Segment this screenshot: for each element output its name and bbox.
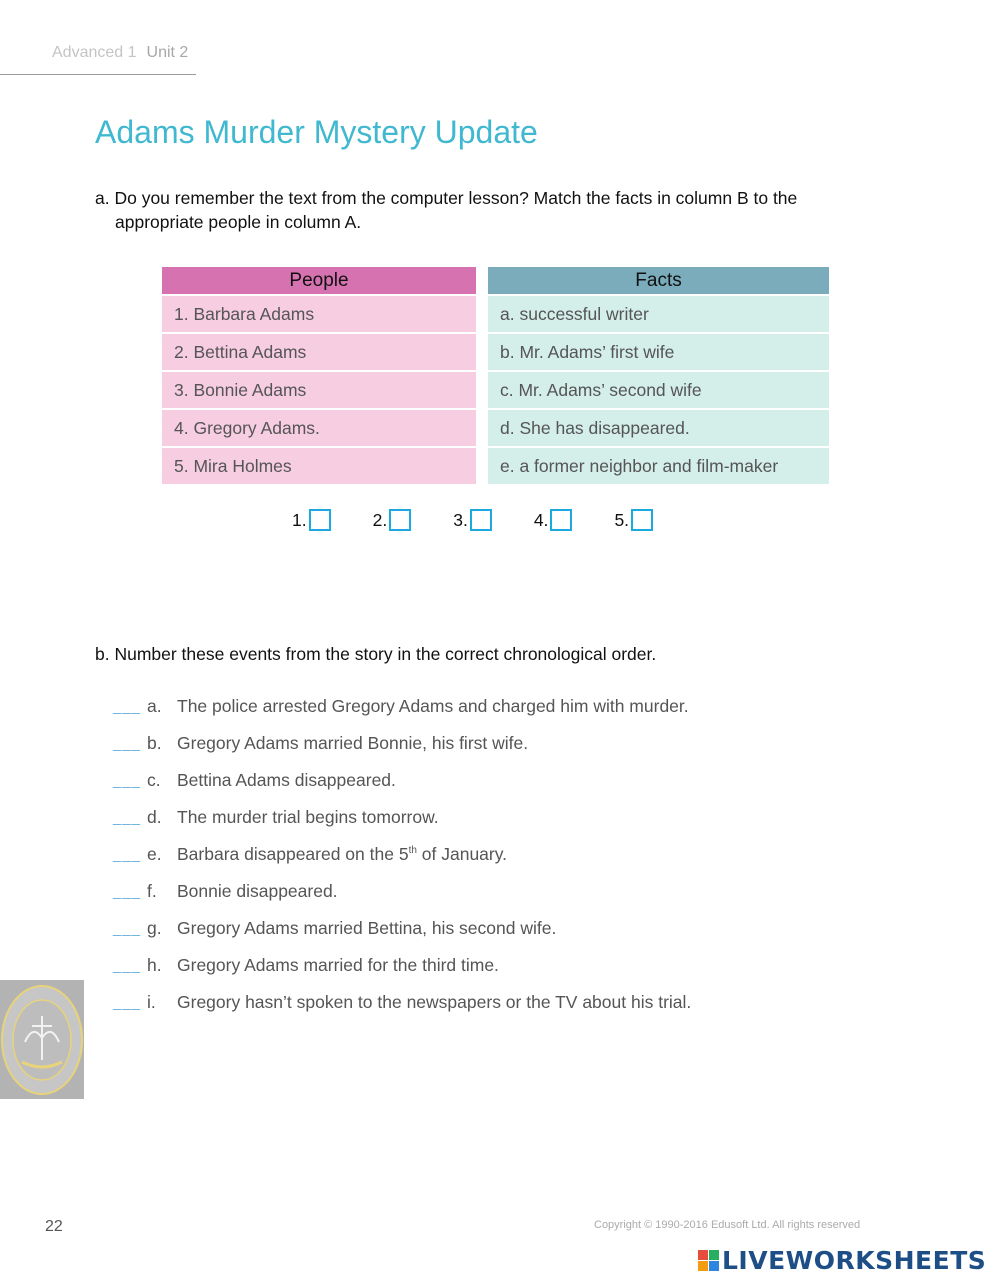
event-text-tail: of January. — [416, 844, 508, 864]
facts-cell: b. Mr. Adams’ first wife — [488, 334, 829, 370]
event-letter: b. — [147, 733, 162, 753]
event-letter: a. — [147, 696, 162, 716]
facts-cell: c. Mr. Adams’ second wife — [488, 372, 829, 408]
event-text-superscript: th — [408, 845, 417, 857]
answer-number: 2. — [372, 510, 388, 530]
order-blank[interactable]: ___ — [113, 883, 142, 900]
answer-row — [292, 509, 695, 531]
people-cell: 1. Barbara Adams — [162, 296, 476, 332]
people-cell: 2. Bettina Adams — [162, 334, 476, 370]
event-letter: d. — [147, 807, 162, 827]
university-seal — [0, 980, 84, 1099]
unit-label: Unit 2 — [146, 44, 189, 61]
event-letter: c. — [147, 770, 161, 790]
answer-item-5 — [614, 509, 653, 531]
part-b-instruction: b. Number these events from the story in the correct chronological order. — [95, 644, 657, 664]
event-text — [177, 844, 507, 865]
answer-box-4[interactable] — [550, 509, 572, 531]
order-blank[interactable]: ___ — [113, 772, 142, 789]
answer-box-5[interactable] — [631, 509, 653, 531]
course-label: Advanced 1 — [52, 44, 137, 61]
page-number: 22 — [45, 1218, 63, 1235]
event-text: Bettina Adams disappeared. — [177, 770, 396, 790]
event-text: Gregory hasn’t spoken to the newspapers or the TV about his trial. — [177, 992, 692, 1012]
header-divider — [0, 74, 196, 75]
facts-header: Facts — [488, 267, 829, 294]
seal-emblem-icon — [0, 980, 84, 1099]
event-item — [113, 762, 691, 799]
brand-text: LIVEWORKSHEETS — [722, 1246, 987, 1275]
part-a-instruction-line1: a. Do you remember the text from the computer lesson? Match the facts in column B to the — [95, 188, 798, 208]
brand-square — [709, 1261, 719, 1271]
answer-box-1[interactable] — [309, 509, 331, 531]
event-item — [113, 836, 691, 873]
event-item — [113, 947, 691, 984]
event-item — [113, 873, 691, 910]
event-text: Bonnie disappeared. — [177, 881, 338, 901]
event-item — [113, 799, 691, 836]
event-item — [113, 725, 691, 762]
page-title: Adams Murder Mystery Update — [95, 114, 538, 150]
copyright-notice: Copyright © 1990-2016 Edusoft Ltd. All rights reserved — [594, 1219, 861, 1231]
facts-column — [488, 267, 829, 484]
people-cell: 5. Mira Holmes — [162, 448, 476, 484]
event-text: Gregory Adams married Bettina, his second wife. — [177, 918, 557, 938]
answer-number: 5. — [614, 510, 630, 530]
answer-box-2[interactable] — [389, 509, 411, 531]
answer-number: 1. — [292, 510, 307, 530]
event-letter: f. — [147, 881, 157, 901]
part-a-instruction — [95, 186, 895, 234]
event-text: Gregory Adams married Bonnie, his first wife. — [177, 733, 529, 753]
brand-square — [698, 1261, 708, 1271]
event-letter: i. — [147, 992, 156, 1012]
order-blank[interactable]: ___ — [113, 994, 142, 1011]
order-blank[interactable]: ___ — [113, 735, 142, 752]
event-item — [113, 910, 691, 947]
order-blank[interactable]: ___ — [113, 957, 142, 974]
answer-item-2 — [373, 509, 412, 531]
brand-square — [698, 1250, 708, 1260]
facts-cell: d. She has disappeared. — [488, 410, 829, 446]
answer-item-3 — [453, 509, 492, 531]
answer-number: 3. — [453, 510, 468, 530]
answer-box-3[interactable] — [470, 509, 492, 531]
answer-item-1 — [292, 509, 331, 531]
events-list — [113, 688, 691, 1021]
event-letter: h. — [147, 955, 162, 975]
brand-grid-icon — [698, 1250, 719, 1271]
people-cell: 4. Gregory Adams. — [162, 410, 476, 446]
order-blank[interactable]: ___ — [113, 698, 142, 715]
order-blank[interactable]: ___ — [113, 809, 142, 826]
event-text-main: Barbara disappeared on the 5 — [177, 844, 409, 864]
liveworksheets-logo[interactable] — [698, 1246, 986, 1275]
answer-number: 4. — [533, 510, 549, 530]
event-item — [113, 984, 691, 1021]
order-blank[interactable]: ___ — [113, 920, 142, 937]
people-cell: 3. Bonnie Adams — [162, 372, 476, 408]
event-text: The police arrested Gregory Adams and charged him with murder. — [177, 696, 689, 716]
brand-square — [709, 1250, 719, 1260]
event-item — [113, 688, 691, 725]
facts-cell: e. a former neighbor and film-maker — [488, 448, 829, 484]
people-column — [162, 267, 476, 484]
order-blank[interactable]: ___ — [113, 846, 142, 863]
event-letter: e. — [147, 844, 162, 864]
event-letter: g. — [147, 918, 162, 938]
part-a-instruction-line2: appropriate people in column A. — [115, 212, 362, 232]
breadcrumb — [52, 44, 188, 62]
facts-cell: a. successful writer — [488, 296, 829, 332]
event-text: Gregory Adams married for the third time. — [177, 955, 499, 975]
answer-item-4 — [534, 509, 573, 531]
people-header: People — [162, 267, 476, 294]
event-text: The murder trial begins tomorrow. — [177, 807, 439, 827]
